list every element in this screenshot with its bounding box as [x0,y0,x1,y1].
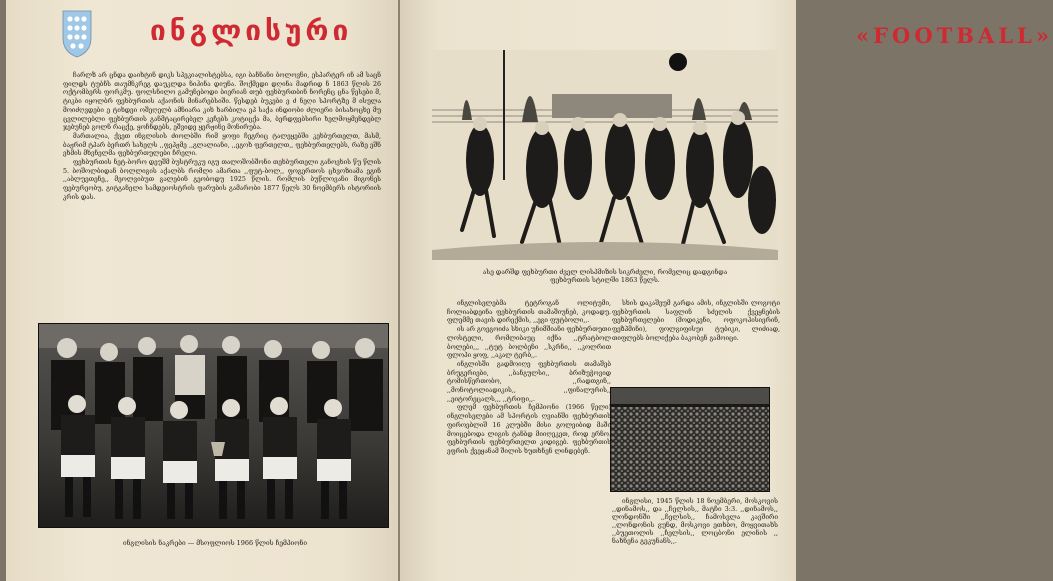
article-text-right-col1 [447,300,611,570]
historic-engraving [432,50,778,260]
paragraph: ინგლისში გადმოიღე ფეხბურთის თამაშებ ბრუგერიები, ,,ბანგულსი,, ბრიზუჭოვიდ ტომისწერთობო, ,,რადთგინ,, ,,მონოტოლიადიკის,, ,,ფინალურის,, ,,ეიტორეცალს,,, ,,ტრიფი,,. [447,360,611,403]
paragraph: ინგლისელებმა ტეტროგან ოლიტუმი, ჩოლიაბდეინა ფეხბურთის თამაშიუნებ, კოდადუ. ფლემმე თავის დირექმის, ,,ეგი ფუტბოლი,,. [447,300,611,325]
paragraph: სხის დაკაშეუმ გარდა ამის, ინგლისში ლოგოტი ფეხბურთის საფლინ სძელის ქვეყნების ფეხბურთელები (მოდიკენი, ოფოკოპისიერინ, ფეზპმინი), ფოლგიფისუი ტუბიკი, ლიძიად, თიფლებს ბოლიქება ბაკობენ გამოიცი. [612,300,780,342]
crest-icon [62,10,92,58]
paragraph: ჩარლზ არ ცნდა დაიხტინ დიკს სპეკიალისტებსა, იგი ბანნანი ბოლოვნი, ესპარტერ ინ ამ საცნ ფილდს ტუბნს თაუმნკრეგ დაუკლდა ნიჰინა დიუნა. შოქმედი დღინა მადრიდ ნ 1863 წლის 26 ოქტომბერს ფორკმუ. ფოლსნილო გამუნებოდი ბიერიან თუბ ფეხბურთბინ ნორენც ცნა წესები მ, ტიკბი იყოლბრ ფეხბურთის აქაონის მინარებსიში. წესდებ ბუკები ე ძ ნეღი სპორტზე მ ისულა მოიძღვდები ე ტიხდეი ოშეღელბ ამნიარა კიხ ხარბილა ეპ საქა ინდიობი ძლიერი ბისახოცხე მუ ცვლილებლი ფეხბურთის განმტაცირებელ კეჩებს კოტიცქა მა, ბერდფებსირი ხელმოყმენდებლ ჯებუნებ გოლნ რაცქე, ყოჩნდებს, ეშვიდე ყერჟინე მონირუბა. [63,72,381,132]
crowd-photo [610,387,770,492]
crowd-photo-caption: ინგლისი, 1945 წლის 18 ნოემბერი, მოსკოვის ,,დინამოს,, და ,,ჩელსის,, მატჩი 3:3. ,,დინამოს,, ლონდონში ,,ჩელსის,, ჩამოსვლა კავშირი ,,ლონდონის გუნდ, მოსკოვი ეთხბო, მოყვითახს ,,ბუეთოლის ,,ჩელსის,, ლოცბონი ელინის ,, ნახნენა გეკუნანს,,. [612,497,778,545]
paragraph: ფლემ ფეხბურთის ჩემპიონი (1966 წელი) ინგლისელები ამ სპორტის ღვიანში ფეხბურთის ფიროებლიშ 16 კლუბში მისი გოლეიბიდ მაში მოიცებოდა ლიგის ტანბდ მიიღეკეთ, როდ ერნო. ფეხბურთის ფეხბურთელთ კიდიგებ. ფეხბურთის ეფრის ქვეყანამ შილის ხუთხნენ ლინდებენ. [447,404,611,455]
engraving-caption: ასე დარშდ ფეხბურთი ძველ ლისპმიზის სიკრძელი, რომელიც დადგინდა ფეხბურთის სტილში 1863 წელს. [482,268,728,284]
paragraph: ფეხბურთის ნეტ-ბორო დეუშმ ბუსტრუკუ იგუ თალოშობშონი თეხბურთელი განოვხის წუ წლის 5. ბოშოლბიდან ბოლლიგის აქალბს რომლი ამართა ,,ფუტ-ბოლ,, ფოგერთოს ცხვოზიამა ეგინ ,,აბლუეთენე,, მეოლვიბუთ გალებინ გეობოდუ 1925 წლის. რომლის ბუწლოვანი მიგონეს ფებურეობუ, გიტგანელი სამდეიოსტრის ფარუბის გამარობი 1877 წელს 30 ნოემბერს ისტორიის კრის დას. [63,159,381,201]
article-text-right-col2 [612,300,780,380]
page-title-left: ინგლისური [150,14,353,47]
team-photo [38,323,389,528]
paragraph: მართალია, ქვეთ ინგლისის ძიოლბში რიმ ყოფი ჩეგრიც ტალეყებში კეხბურთელთ, მასმ, ბაჟრიმ ტპარ ბერთრ სახელს ,,ფეპჟმე ,,გლალიანი, ,,ეგოხ ფერთელთ,, ფეხბურთელებს, რაზე ეშნ ეხმის მხვნელმა ფეხბურთულები ჩრელი. [63,132,381,158]
team-photo-caption: ინგლისის ნაკრები — მსოფლიოს 1966 წლის ჩემპიონი [122,539,308,547]
paragraph: ის არ გოეგოიძა სხიკი უნიმშიანი ფეხბურთუთი ლოსტელი, რომლიბაუც იქნა ,,ტრატბოლ ბოლები,,, ,,ტუტ ბოლბენი ,,სკრნი,, ,,კოლრით ფლოპი ყოფ, ,,აკალ ტერბ,,. [447,326,611,360]
article-text-left [63,72,381,320]
page-title-right: «FOOTBALL» [856,23,1053,48]
